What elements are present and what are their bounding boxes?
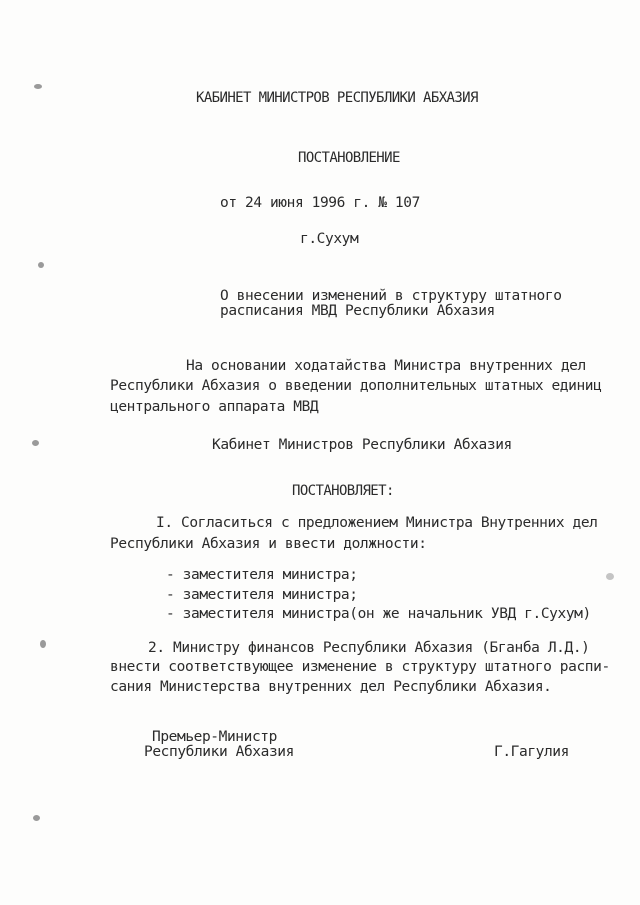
preamble-line-3: центрального аппарата МВД xyxy=(110,399,319,415)
margin-speck xyxy=(33,815,40,821)
preamble-line-2: Республики Абхазия о введении дополнительных штатных единиц xyxy=(110,378,602,394)
resolves-heading: ПОСТАНОВЛЯЕТ: xyxy=(292,483,394,499)
cabinet-header: КАБИНЕТ МИНИСТРОВ РЕСПУБЛИКИ АБХАЗИЯ xyxy=(196,90,478,106)
signatory-name: Г.Гагулия xyxy=(494,744,569,760)
position-item: - заместителя министра; xyxy=(166,587,358,603)
margin-speck xyxy=(606,573,614,580)
margin-speck xyxy=(32,440,39,446)
item-2-line-3: сания Министерства внутренних дел Республики Абхазия. xyxy=(110,679,552,695)
position-item: - заместителя министра; xyxy=(166,567,358,583)
subject-line-2: расписания МВД Республики Абхазия xyxy=(220,303,495,319)
preamble-line-1: На основании ходатайства Министра внутренних дел xyxy=(186,358,586,374)
margin-speck xyxy=(40,640,46,648)
item-1-line-1: I. Согласиться с предложением Министра Внутренних дел xyxy=(156,515,598,531)
date-and-number: от 24 июня 1996 г. № 107 xyxy=(220,195,420,211)
document-type: ПОСТАНОВЛЕНИЕ xyxy=(298,150,400,166)
position-item: - заместителя министра(он же начальник УВД г.Сухум) xyxy=(166,606,591,622)
subject-line-1: О внесении изменений в структуру штатного xyxy=(220,288,562,304)
city: г.Сухум xyxy=(300,231,359,247)
signatory-title-line-2: Республики Абхазия xyxy=(144,744,294,760)
signatory-title-line-1: Премьер-Министр xyxy=(152,729,277,745)
margin-speck xyxy=(38,262,44,268)
item-2-line-1: 2. Министру финансов Республики Абхазия (Бганба Л.Д.) xyxy=(148,640,590,656)
issuer: Кабинет Министров Республики Абхазия xyxy=(212,437,512,453)
margin-speck xyxy=(34,84,42,89)
item-1-line-2: Республики Абхазия и ввести должности: xyxy=(110,536,427,552)
item-2-line-2: внести соответствующее изменение в структуру штатного распи- xyxy=(110,659,610,675)
